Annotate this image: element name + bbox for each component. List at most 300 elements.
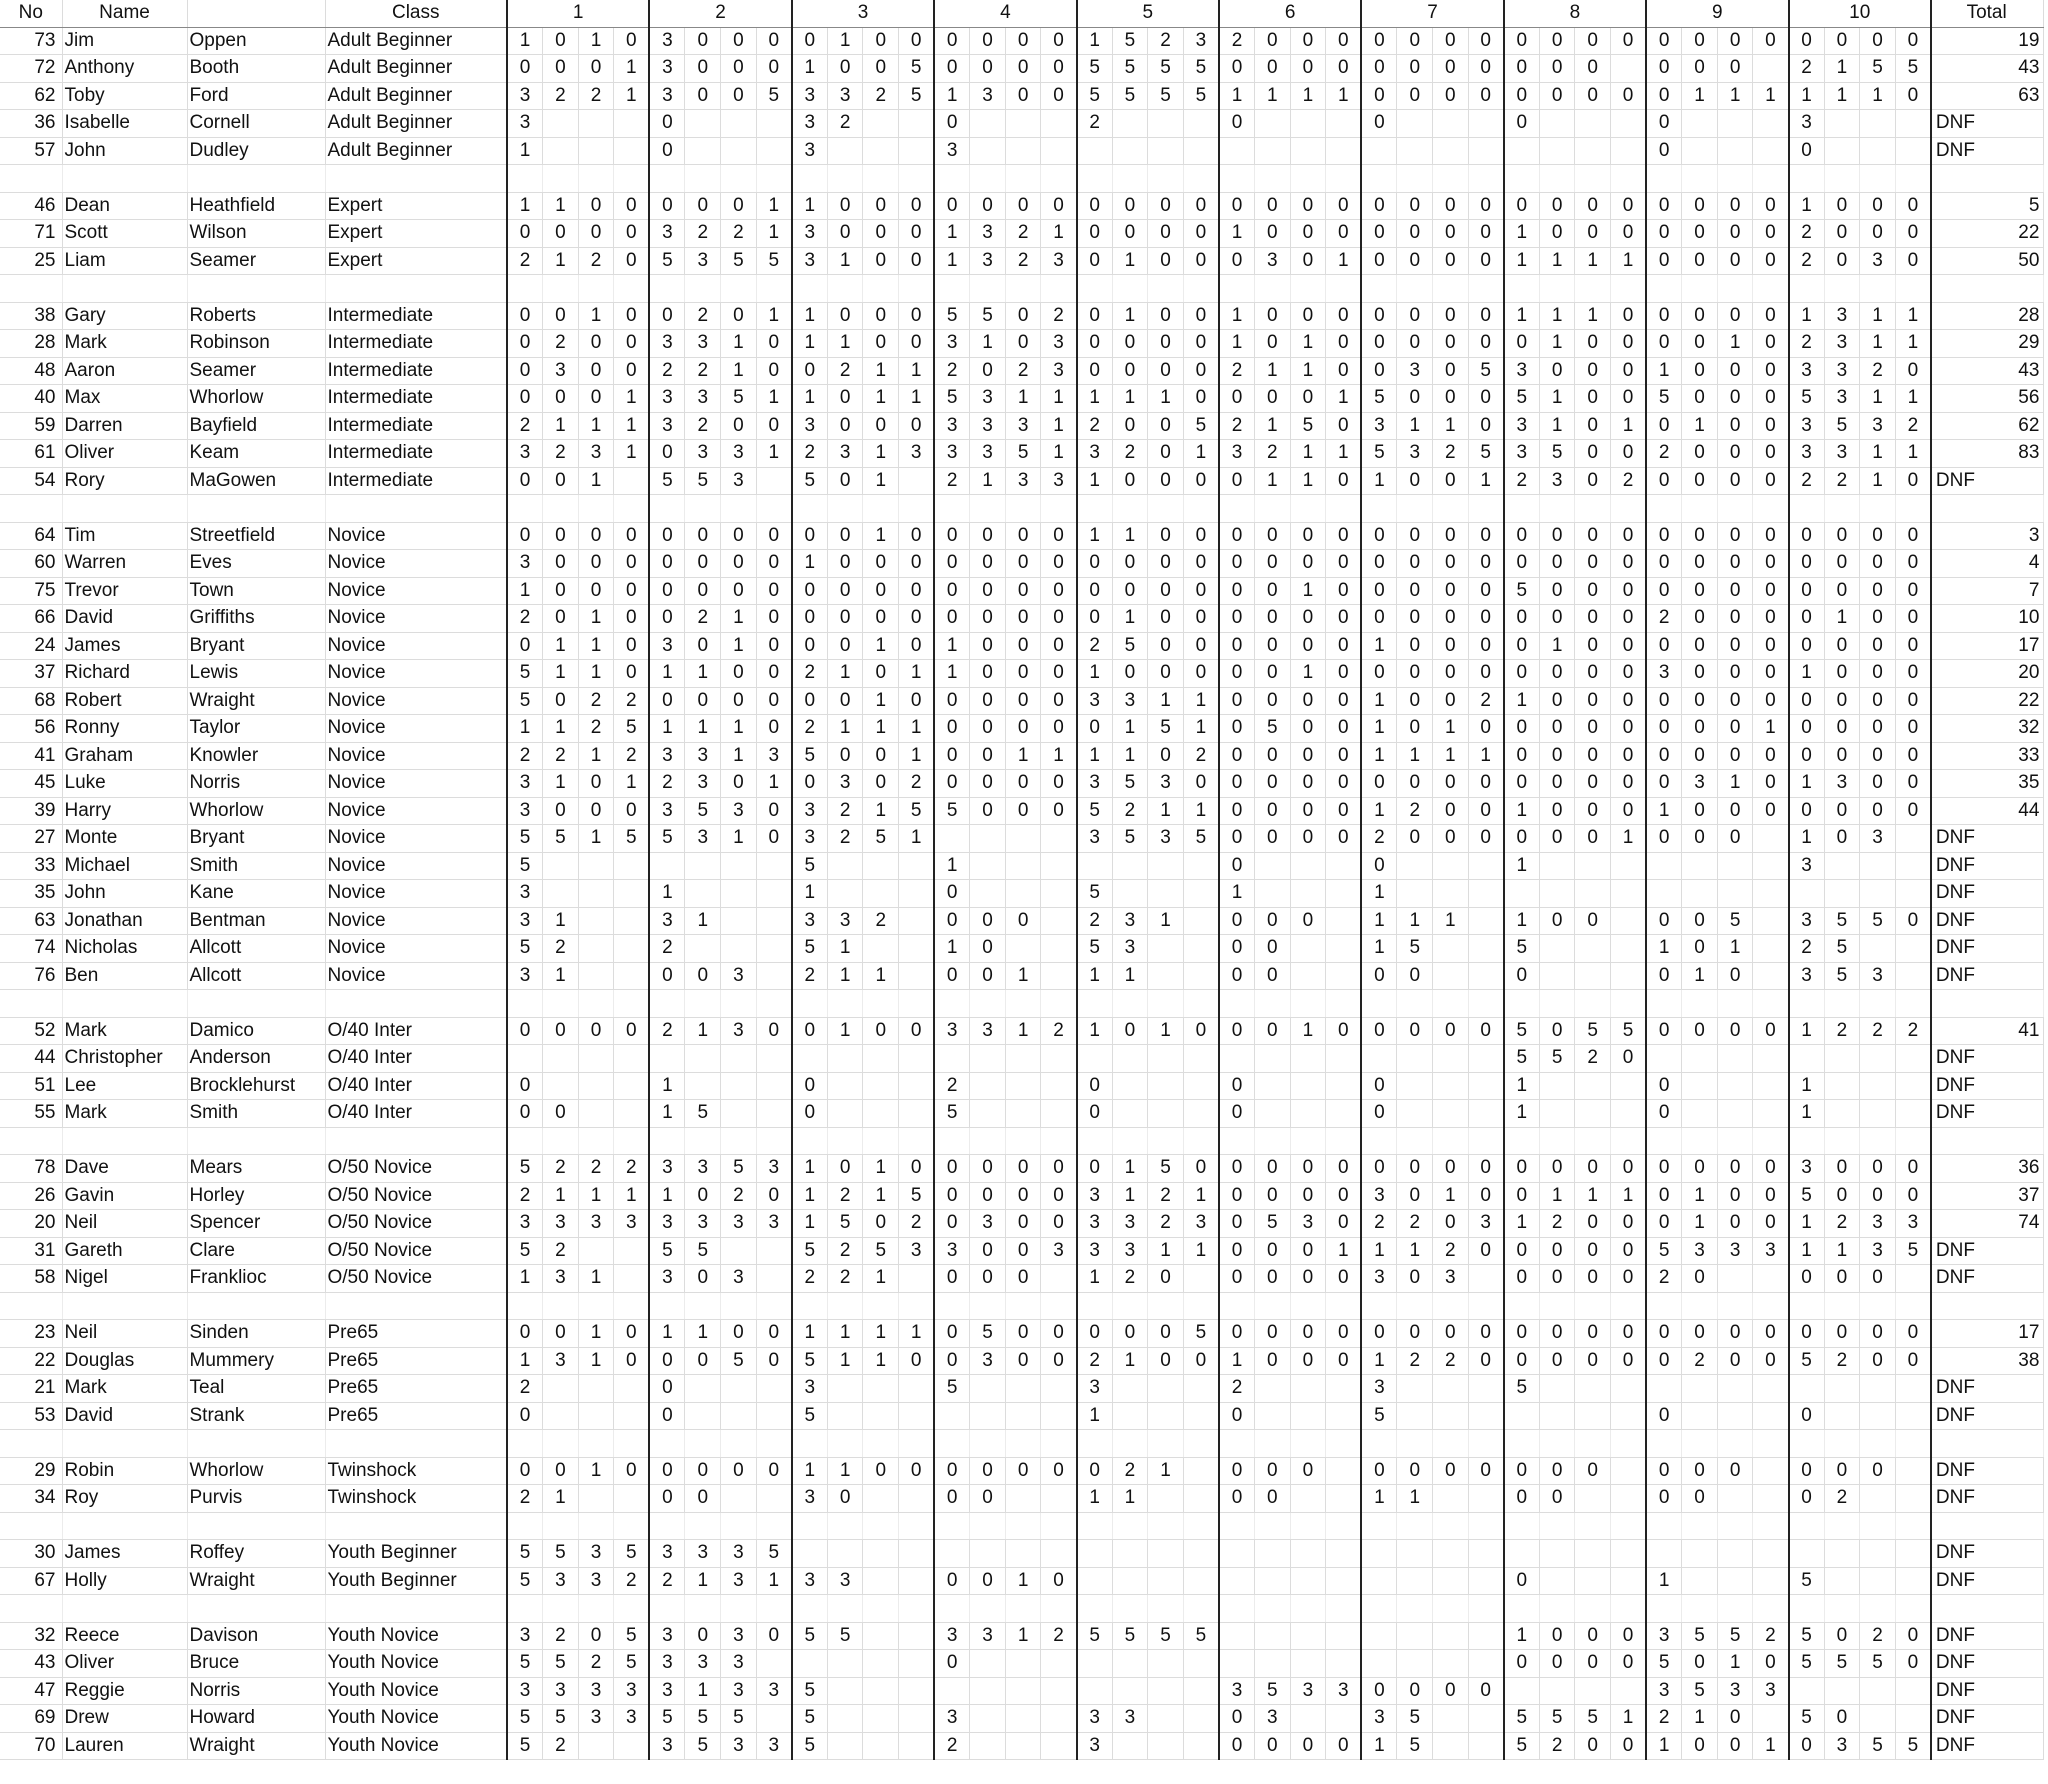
rider-number-cell[interactable]: 28 bbox=[0, 330, 62, 358]
score-cell[interactable]: 0 bbox=[1255, 1265, 1291, 1293]
empty-cell[interactable] bbox=[1824, 1512, 1860, 1540]
score-cell[interactable] bbox=[1682, 1100, 1718, 1128]
score-cell[interactable]: 0 bbox=[1361, 852, 1397, 880]
empty-cell[interactable] bbox=[1611, 1512, 1647, 1540]
score-cell[interactable]: 0 bbox=[578, 522, 614, 550]
score-cell[interactable] bbox=[578, 1732, 614, 1760]
score-cell[interactable]: 2 bbox=[1397, 1347, 1433, 1375]
score-cell[interactable]: 5 bbox=[543, 1540, 579, 1568]
score-cell[interactable]: 0 bbox=[1753, 247, 1789, 275]
score-cell[interactable]: 1 bbox=[1219, 880, 1255, 908]
score-cell[interactable]: 0 bbox=[1148, 660, 1184, 688]
score-cell[interactable]: 0 bbox=[934, 192, 970, 220]
score-cell[interactable]: 2 bbox=[1148, 1210, 1184, 1238]
score-cell[interactable]: 0 bbox=[1611, 742, 1647, 770]
empty-cell[interactable] bbox=[1397, 1430, 1433, 1458]
last-name-cell[interactable]: Sinden bbox=[187, 1320, 325, 1348]
score-cell[interactable]: 5 bbox=[1397, 1732, 1433, 1760]
empty-cell[interactable] bbox=[1255, 1292, 1291, 1320]
score-cell[interactable]: 0 bbox=[1397, 577, 1433, 605]
score-cell[interactable] bbox=[685, 1402, 721, 1430]
score-cell[interactable]: 1 bbox=[1077, 660, 1113, 688]
score-cell[interactable]: 1 bbox=[1611, 1182, 1647, 1210]
score-cell[interactable]: 0 bbox=[827, 522, 863, 550]
score-cell[interactable] bbox=[1539, 1072, 1575, 1100]
score-cell[interactable] bbox=[1183, 137, 1219, 165]
score-cell[interactable] bbox=[1112, 1045, 1148, 1073]
empty-cell[interactable] bbox=[827, 1430, 863, 1458]
empty-cell[interactable] bbox=[325, 1430, 507, 1458]
score-cell[interactable]: 1 bbox=[1148, 907, 1184, 935]
score-cell[interactable]: 0 bbox=[1326, 770, 1362, 798]
header-group-10[interactable]: 10 bbox=[1789, 0, 1931, 27]
score-cell[interactable]: 0 bbox=[1361, 770, 1397, 798]
score-cell[interactable]: 0 bbox=[1005, 797, 1041, 825]
score-cell[interactable] bbox=[1183, 1457, 1219, 1485]
last-name-cell[interactable]: Bruce bbox=[187, 1650, 325, 1678]
score-cell[interactable]: 1 bbox=[1789, 192, 1825, 220]
first-name-cell[interactable]: Scott bbox=[62, 220, 187, 248]
empty-cell[interactable] bbox=[792, 1512, 828, 1540]
score-cell[interactable]: 0 bbox=[1611, 797, 1647, 825]
score-cell[interactable]: 0 bbox=[1077, 1155, 1113, 1183]
score-cell[interactable]: 0 bbox=[1753, 577, 1789, 605]
score-cell[interactable]: 1 bbox=[578, 1320, 614, 1348]
score-cell[interactable]: 0 bbox=[1682, 522, 1718, 550]
empty-cell[interactable] bbox=[1397, 990, 1433, 1018]
score-cell[interactable]: 5 bbox=[685, 1705, 721, 1733]
score-cell[interactable]: 5 bbox=[1183, 1622, 1219, 1650]
score-cell[interactable] bbox=[1860, 1567, 1896, 1595]
score-cell[interactable]: 0 bbox=[543, 1017, 579, 1045]
score-cell[interactable]: 3 bbox=[1824, 357, 1860, 385]
score-cell[interactable] bbox=[1468, 1732, 1504, 1760]
empty-cell[interactable] bbox=[1682, 1292, 1718, 1320]
score-cell[interactable] bbox=[1575, 1485, 1611, 1513]
score-cell[interactable]: 0 bbox=[899, 522, 935, 550]
score-cell[interactable]: 0 bbox=[578, 192, 614, 220]
score-cell[interactable]: 0 bbox=[1860, 660, 1896, 688]
score-cell[interactable]: 0 bbox=[1753, 412, 1789, 440]
score-cell[interactable]: 2 bbox=[1682, 1347, 1718, 1375]
score-cell[interactable]: 0 bbox=[721, 577, 757, 605]
score-cell[interactable]: 0 bbox=[1041, 660, 1077, 688]
empty-cell[interactable] bbox=[1005, 1430, 1041, 1458]
rider-number-cell[interactable]: 73 bbox=[0, 27, 62, 55]
score-cell[interactable]: 2 bbox=[1468, 687, 1504, 715]
score-cell[interactable] bbox=[863, 1540, 899, 1568]
empty-cell[interactable] bbox=[863, 1292, 899, 1320]
empty-cell[interactable] bbox=[1860, 1595, 1896, 1623]
score-cell[interactable]: 0 bbox=[1789, 605, 1825, 633]
score-cell[interactable]: 3 bbox=[792, 825, 828, 853]
empty-cell[interactable] bbox=[1753, 1292, 1789, 1320]
score-cell[interactable]: 0 bbox=[1361, 1155, 1397, 1183]
score-cell[interactable] bbox=[1504, 1540, 1540, 1568]
score-cell[interactable]: 0 bbox=[507, 467, 543, 495]
score-cell[interactable]: 0 bbox=[1433, 632, 1469, 660]
score-cell[interactable]: 0 bbox=[685, 687, 721, 715]
score-cell[interactable]: 1 bbox=[578, 412, 614, 440]
empty-cell[interactable] bbox=[1539, 1595, 1575, 1623]
score-cell[interactable]: 1 bbox=[756, 220, 792, 248]
score-cell[interactable]: 0 bbox=[1433, 220, 1469, 248]
score-cell[interactable]: 1 bbox=[1112, 1182, 1148, 1210]
empty-cell[interactable] bbox=[1682, 1595, 1718, 1623]
class-cell[interactable]: Novice bbox=[325, 962, 507, 990]
score-cell[interactable]: 0 bbox=[614, 192, 650, 220]
score-cell[interactable] bbox=[1148, 1567, 1184, 1595]
score-cell[interactable]: 0 bbox=[1824, 797, 1860, 825]
score-cell[interactable]: 0 bbox=[863, 550, 899, 578]
score-cell[interactable] bbox=[1468, 1265, 1504, 1293]
empty-cell[interactable] bbox=[1183, 275, 1219, 303]
score-cell[interactable]: 2 bbox=[614, 687, 650, 715]
empty-cell[interactable] bbox=[1255, 1595, 1291, 1623]
score-cell[interactable]: 0 bbox=[1575, 522, 1611, 550]
score-cell[interactable] bbox=[792, 1540, 828, 1568]
last-name-cell[interactable]: Cornell bbox=[187, 110, 325, 138]
empty-cell[interactable] bbox=[1682, 1127, 1718, 1155]
total-cell[interactable]: DNF bbox=[1931, 1265, 2044, 1293]
score-cell[interactable]: 0 bbox=[685, 1622, 721, 1650]
score-cell[interactable]: 1 bbox=[1290, 660, 1326, 688]
score-cell[interactable]: 0 bbox=[1005, 522, 1041, 550]
score-cell[interactable] bbox=[863, 1485, 899, 1513]
score-cell[interactable] bbox=[578, 935, 614, 963]
score-cell[interactable]: 0 bbox=[1397, 962, 1433, 990]
total-cell[interactable]: DNF bbox=[1931, 962, 2044, 990]
score-cell[interactable]: 1 bbox=[1112, 1485, 1148, 1513]
score-cell[interactable]: 3 bbox=[1041, 467, 1077, 495]
score-cell[interactable]: 1 bbox=[827, 660, 863, 688]
empty-cell[interactable] bbox=[187, 275, 325, 303]
score-cell[interactable]: 0 bbox=[1860, 27, 1896, 55]
score-cell[interactable] bbox=[1468, 907, 1504, 935]
score-cell[interactable]: 1 bbox=[649, 660, 685, 688]
score-cell[interactable] bbox=[1433, 1540, 1469, 1568]
score-cell[interactable]: 0 bbox=[1005, 660, 1041, 688]
score-cell[interactable]: 5 bbox=[792, 1237, 828, 1265]
last-name-cell[interactable]: Town bbox=[187, 577, 325, 605]
last-name-cell[interactable]: Whorlow bbox=[187, 797, 325, 825]
empty-cell[interactable] bbox=[934, 495, 970, 523]
score-cell[interactable] bbox=[827, 1045, 863, 1073]
empty-cell[interactable] bbox=[543, 1127, 579, 1155]
score-cell[interactable]: 1 bbox=[1682, 1182, 1718, 1210]
empty-cell[interactable] bbox=[1326, 1430, 1362, 1458]
score-cell[interactable]: 0 bbox=[1717, 742, 1753, 770]
empty-cell[interactable] bbox=[899, 275, 935, 303]
class-cell[interactable]: Intermediate bbox=[325, 385, 507, 413]
score-cell[interactable]: 1 bbox=[1255, 357, 1291, 385]
score-cell[interactable] bbox=[1433, 1705, 1469, 1733]
score-cell[interactable]: 3 bbox=[507, 440, 543, 468]
score-cell[interactable]: 0 bbox=[1717, 825, 1753, 853]
score-cell[interactable]: 2 bbox=[1824, 467, 1860, 495]
score-cell[interactable] bbox=[1575, 935, 1611, 963]
class-cell[interactable]: Youth Novice bbox=[325, 1650, 507, 1678]
score-cell[interactable]: 1 bbox=[685, 1677, 721, 1705]
score-cell[interactable]: 3 bbox=[1077, 687, 1113, 715]
score-cell[interactable]: 0 bbox=[1646, 907, 1682, 935]
score-cell[interactable] bbox=[1860, 935, 1896, 963]
empty-cell[interactable] bbox=[1717, 275, 1753, 303]
score-cell[interactable] bbox=[1575, 1072, 1611, 1100]
score-cell[interactable] bbox=[1753, 880, 1789, 908]
score-cell[interactable]: 0 bbox=[1575, 27, 1611, 55]
score-cell[interactable]: 5 bbox=[1148, 1622, 1184, 1650]
score-cell[interactable] bbox=[1183, 1265, 1219, 1293]
score-cell[interactable]: 3 bbox=[1077, 1732, 1113, 1760]
empty-cell[interactable] bbox=[934, 275, 970, 303]
score-cell[interactable]: 2 bbox=[1824, 1017, 1860, 1045]
score-cell[interactable]: 5 bbox=[721, 1347, 757, 1375]
score-cell[interactable] bbox=[1255, 880, 1291, 908]
score-cell[interactable]: 5 bbox=[649, 247, 685, 275]
score-cell[interactable] bbox=[1539, 880, 1575, 908]
score-cell[interactable]: 0 bbox=[614, 357, 650, 385]
score-cell[interactable]: 2 bbox=[1789, 935, 1825, 963]
score-cell[interactable] bbox=[1148, 935, 1184, 963]
score-cell[interactable]: 1 bbox=[1219, 330, 1255, 358]
score-cell[interactable]: 0 bbox=[1290, 825, 1326, 853]
score-cell[interactable]: 5 bbox=[614, 1622, 650, 1650]
score-cell[interactable] bbox=[1433, 1567, 1469, 1595]
empty-cell[interactable] bbox=[1717, 1512, 1753, 1540]
score-cell[interactable] bbox=[614, 852, 650, 880]
score-cell[interactable]: 0 bbox=[1682, 1457, 1718, 1485]
rider-number-cell[interactable]: 76 bbox=[0, 962, 62, 990]
empty-cell[interactable] bbox=[1290, 165, 1326, 193]
first-name-cell[interactable]: Ronny bbox=[62, 715, 187, 743]
empty-cell[interactable] bbox=[1397, 275, 1433, 303]
score-cell[interactable]: 5 bbox=[614, 715, 650, 743]
score-cell[interactable] bbox=[1041, 1732, 1077, 1760]
score-cell[interactable]: 0 bbox=[1753, 660, 1789, 688]
score-cell[interactable] bbox=[1433, 137, 1469, 165]
score-cell[interactable]: 0 bbox=[1290, 522, 1326, 550]
rider-number-cell[interactable]: 78 bbox=[0, 1155, 62, 1183]
score-cell[interactable]: 5 bbox=[792, 467, 828, 495]
empty-cell[interactable] bbox=[1112, 1512, 1148, 1540]
class-cell[interactable]: O/50 Novice bbox=[325, 1210, 507, 1238]
score-cell[interactable]: 0 bbox=[1219, 962, 1255, 990]
score-cell[interactable]: 0 bbox=[970, 605, 1006, 633]
score-cell[interactable]: 0 bbox=[1717, 1320, 1753, 1348]
score-cell[interactable]: 2 bbox=[507, 1485, 543, 1513]
score-cell[interactable]: 0 bbox=[1860, 687, 1896, 715]
last-name-cell[interactable]: Bentman bbox=[187, 907, 325, 935]
rider-number-cell[interactable]: 41 bbox=[0, 742, 62, 770]
score-cell[interactable]: 0 bbox=[721, 192, 757, 220]
score-cell[interactable]: 3 bbox=[1682, 1237, 1718, 1265]
score-cell[interactable]: 0 bbox=[1041, 577, 1077, 605]
score-cell[interactable]: 5 bbox=[1895, 1237, 1931, 1265]
score-cell[interactable]: 0 bbox=[1646, 522, 1682, 550]
score-cell[interactable] bbox=[863, 110, 899, 138]
score-cell[interactable]: 0 bbox=[1860, 1155, 1896, 1183]
score-cell[interactable]: 0 bbox=[1682, 632, 1718, 660]
score-cell[interactable]: 5 bbox=[1682, 1622, 1718, 1650]
last-name-cell[interactable]: Robinson bbox=[187, 330, 325, 358]
score-cell[interactable]: 0 bbox=[1753, 467, 1789, 495]
score-cell[interactable]: 0 bbox=[1753, 1182, 1789, 1210]
score-cell[interactable]: 1 bbox=[578, 1457, 614, 1485]
empty-cell[interactable] bbox=[1717, 1430, 1753, 1458]
score-cell[interactable]: 0 bbox=[1290, 220, 1326, 248]
score-cell[interactable] bbox=[1611, 1540, 1647, 1568]
empty-cell[interactable] bbox=[1219, 1595, 1255, 1623]
score-cell[interactable]: 0 bbox=[1433, 192, 1469, 220]
score-cell[interactable]: 0 bbox=[1682, 192, 1718, 220]
score-cell[interactable]: 1 bbox=[792, 550, 828, 578]
empty-cell[interactable] bbox=[1005, 1512, 1041, 1540]
score-cell[interactable]: 1 bbox=[863, 632, 899, 660]
score-cell[interactable]: 2 bbox=[827, 797, 863, 825]
last-name-cell[interactable]: Franklioc bbox=[187, 1265, 325, 1293]
empty-cell[interactable] bbox=[1931, 1292, 2044, 1320]
score-cell[interactable]: 3 bbox=[649, 1210, 685, 1238]
empty-cell[interactable] bbox=[1219, 165, 1255, 193]
class-cell[interactable]: Youth Novice bbox=[325, 1732, 507, 1760]
score-cell[interactable]: 3 bbox=[970, 247, 1006, 275]
score-cell[interactable]: 0 bbox=[756, 660, 792, 688]
score-cell[interactable]: 0 bbox=[1753, 632, 1789, 660]
empty-cell[interactable] bbox=[970, 165, 1006, 193]
score-cell[interactable]: 0 bbox=[934, 577, 970, 605]
header-name-cont[interactable] bbox=[187, 0, 325, 27]
empty-cell[interactable] bbox=[1753, 1595, 1789, 1623]
score-cell[interactable] bbox=[1219, 1650, 1255, 1678]
score-cell[interactable] bbox=[1789, 1540, 1825, 1568]
score-cell[interactable] bbox=[1433, 1045, 1469, 1073]
score-cell[interactable]: 3 bbox=[721, 1265, 757, 1293]
score-cell[interactable]: 0 bbox=[1290, 742, 1326, 770]
score-cell[interactable]: 0 bbox=[1682, 742, 1718, 770]
score-cell[interactable]: 0 bbox=[1433, 605, 1469, 633]
score-cell[interactable] bbox=[756, 1402, 792, 1430]
empty-cell[interactable] bbox=[1539, 165, 1575, 193]
class-cell[interactable]: Novice bbox=[325, 660, 507, 688]
empty-cell[interactable] bbox=[187, 1292, 325, 1320]
score-cell[interactable] bbox=[1575, 1677, 1611, 1705]
score-cell[interactable]: 1 bbox=[1361, 467, 1397, 495]
score-cell[interactable] bbox=[1468, 137, 1504, 165]
score-cell[interactable]: 0 bbox=[1646, 110, 1682, 138]
score-cell[interactable]: 0 bbox=[756, 1017, 792, 1045]
score-cell[interactable]: 0 bbox=[1148, 192, 1184, 220]
class-cell[interactable]: Twinshock bbox=[325, 1485, 507, 1513]
score-cell[interactable] bbox=[1611, 1375, 1647, 1403]
score-cell[interactable]: 0 bbox=[1717, 632, 1753, 660]
score-cell[interactable]: 0 bbox=[1255, 302, 1291, 330]
last-name-cell[interactable]: Allcott bbox=[187, 962, 325, 990]
score-cell[interactable] bbox=[1611, 1402, 1647, 1430]
score-cell[interactable]: 0 bbox=[1219, 1732, 1255, 1760]
score-cell[interactable] bbox=[1290, 1650, 1326, 1678]
score-cell[interactable] bbox=[1112, 137, 1148, 165]
score-cell[interactable] bbox=[1824, 1677, 1860, 1705]
score-cell[interactable]: 0 bbox=[863, 330, 899, 358]
score-cell[interactable]: 3 bbox=[1824, 385, 1860, 413]
score-cell[interactable] bbox=[970, 1705, 1006, 1733]
score-cell[interactable]: 2 bbox=[863, 907, 899, 935]
score-cell[interactable] bbox=[863, 1650, 899, 1678]
score-cell[interactable]: 0 bbox=[827, 412, 863, 440]
score-cell[interactable]: 0 bbox=[614, 302, 650, 330]
score-cell[interactable]: 0 bbox=[1504, 1155, 1540, 1183]
score-cell[interactable]: 1 bbox=[1539, 302, 1575, 330]
score-cell[interactable]: 0 bbox=[1646, 247, 1682, 275]
score-cell[interactable] bbox=[1397, 1045, 1433, 1073]
score-cell[interactable]: 0 bbox=[1860, 770, 1896, 798]
score-cell[interactable]: 3 bbox=[1789, 412, 1825, 440]
rider-number-cell[interactable]: 46 bbox=[0, 192, 62, 220]
first-name-cell[interactable]: Reece bbox=[62, 1622, 187, 1650]
empty-cell[interactable] bbox=[62, 495, 187, 523]
score-cell[interactable]: 0 bbox=[1860, 550, 1896, 578]
total-cell[interactable]: 36 bbox=[1931, 1155, 2044, 1183]
score-cell[interactable]: 0 bbox=[1895, 687, 1931, 715]
score-cell[interactable]: 2 bbox=[1077, 110, 1113, 138]
score-cell[interactable] bbox=[1397, 852, 1433, 880]
empty-cell[interactable] bbox=[1931, 1512, 2044, 1540]
score-cell[interactable] bbox=[1575, 1402, 1611, 1430]
score-cell[interactable]: 1 bbox=[863, 357, 899, 385]
score-cell[interactable] bbox=[1041, 1650, 1077, 1678]
empty-cell[interactable] bbox=[1326, 990, 1362, 1018]
empty-cell[interactable] bbox=[1112, 990, 1148, 1018]
empty-cell[interactable] bbox=[1005, 165, 1041, 193]
score-cell[interactable]: 5 bbox=[507, 852, 543, 880]
score-cell[interactable] bbox=[1895, 1485, 1931, 1513]
score-cell[interactable] bbox=[1361, 1567, 1397, 1595]
score-cell[interactable]: 5 bbox=[1112, 770, 1148, 798]
score-cell[interactable]: 1 bbox=[1005, 1622, 1041, 1650]
score-cell[interactable]: 0 bbox=[1219, 1072, 1255, 1100]
first-name-cell[interactable]: Rory bbox=[62, 467, 187, 495]
empty-cell[interactable] bbox=[1611, 1430, 1647, 1458]
score-cell[interactable]: 0 bbox=[614, 1320, 650, 1348]
score-cell[interactable]: 0 bbox=[1682, 247, 1718, 275]
score-cell[interactable]: 1 bbox=[792, 1320, 828, 1348]
class-cell[interactable]: Pre65 bbox=[325, 1375, 507, 1403]
score-cell[interactable]: 1 bbox=[543, 907, 579, 935]
empty-cell[interactable] bbox=[1539, 1127, 1575, 1155]
empty-cell[interactable] bbox=[1575, 165, 1611, 193]
score-cell[interactable]: 0 bbox=[1397, 687, 1433, 715]
score-cell[interactable]: 0 bbox=[1005, 1155, 1041, 1183]
score-cell[interactable]: 5 bbox=[507, 687, 543, 715]
empty-cell[interactable] bbox=[792, 495, 828, 523]
total-cell[interactable]: 43 bbox=[1931, 357, 2044, 385]
score-cell[interactable]: 3 bbox=[721, 1540, 757, 1568]
score-cell[interactable] bbox=[1183, 962, 1219, 990]
score-cell[interactable] bbox=[1433, 880, 1469, 908]
score-cell[interactable]: 1 bbox=[1397, 742, 1433, 770]
score-cell[interactable]: 5 bbox=[792, 1677, 828, 1705]
score-cell[interactable]: 0 bbox=[1148, 577, 1184, 605]
score-cell[interactable]: 0 bbox=[1361, 577, 1397, 605]
first-name-cell[interactable]: Max bbox=[62, 385, 187, 413]
score-cell[interactable]: 0 bbox=[756, 715, 792, 743]
empty-cell[interactable] bbox=[1824, 1292, 1860, 1320]
score-cell[interactable]: 0 bbox=[1005, 330, 1041, 358]
empty-cell[interactable] bbox=[1646, 495, 1682, 523]
score-cell[interactable] bbox=[1468, 1567, 1504, 1595]
score-cell[interactable]: 0 bbox=[1219, 1705, 1255, 1733]
